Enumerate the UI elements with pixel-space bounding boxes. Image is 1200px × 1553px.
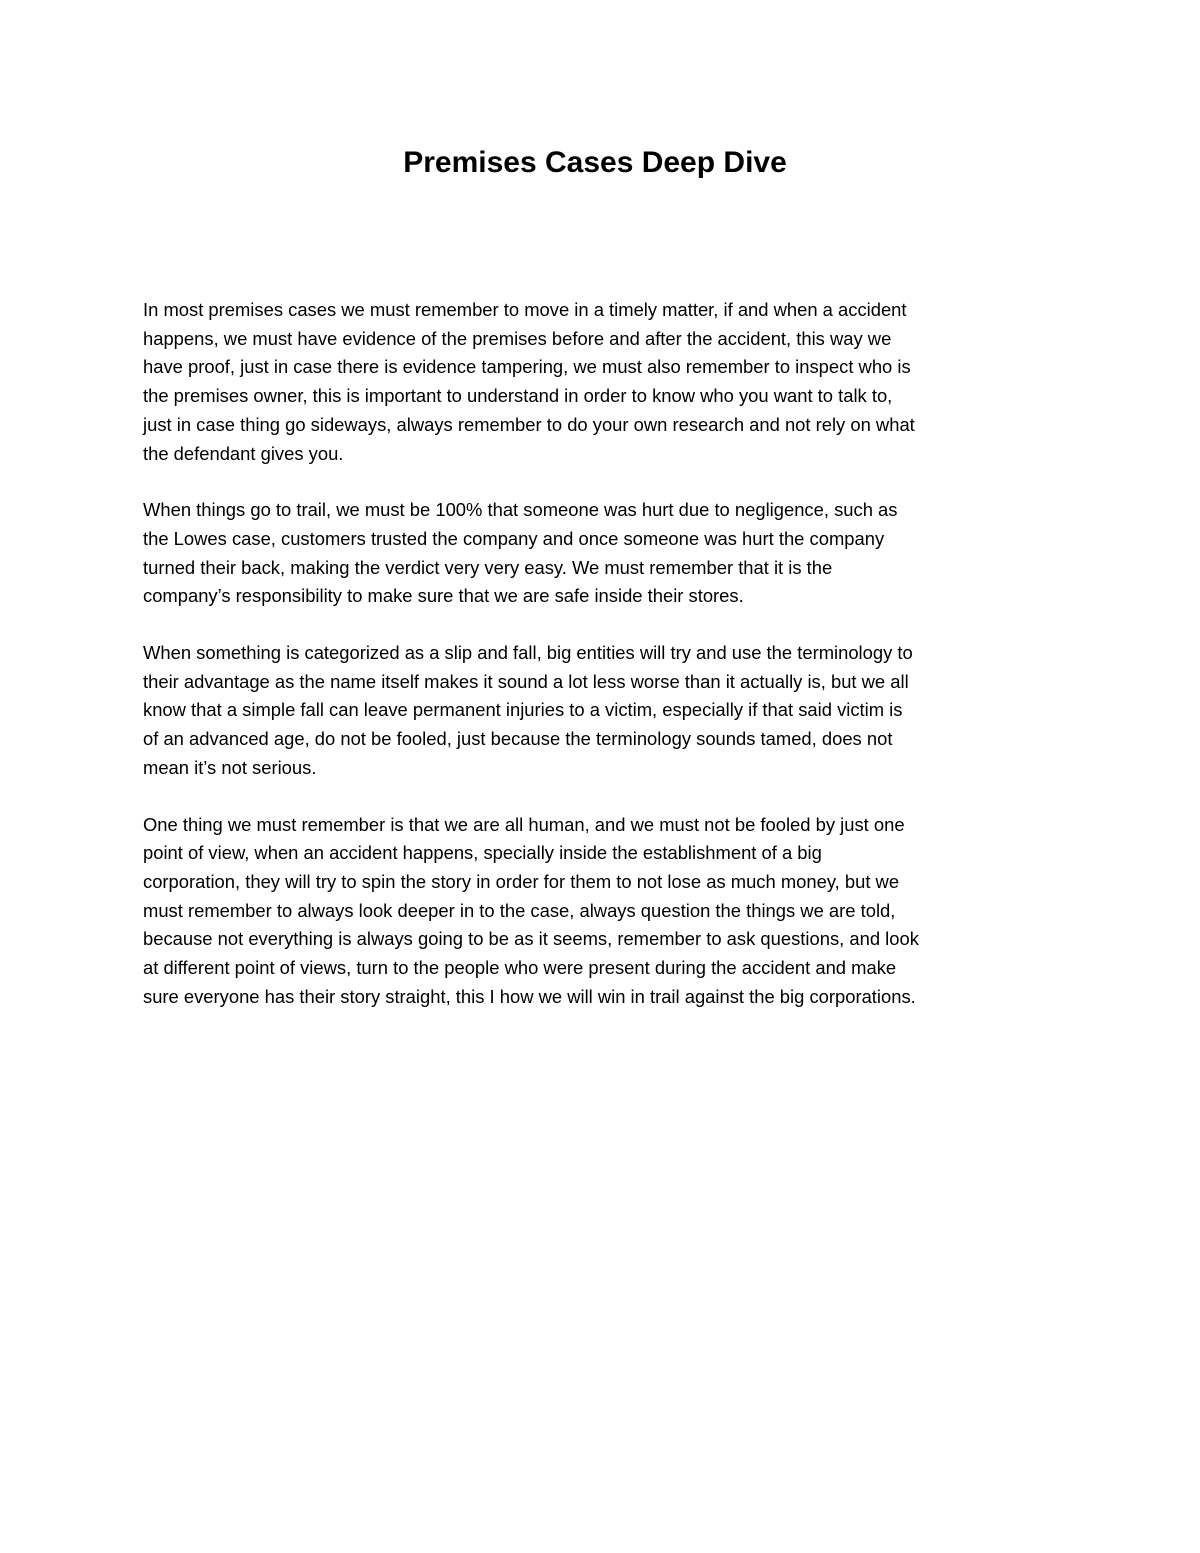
paragraph-line: turned their back, making the verdict very very easy. We must remember that it is the <box>143 556 833 578</box>
paragraph-line: One thing we must remember is that we are all human, and we must not be fooled by just one <box>143 813 905 835</box>
paragraph-line: corporation, they will try to spin the story in order for them to not lose as much money, but we <box>143 870 900 892</box>
paragraph-1 <box>143 296 1063 468</box>
paragraph-line: happens, we must have evidence of the premises before and after the accident, this way we <box>143 327 892 349</box>
paragraph-line: must remember to always look deeper in to the case, always question the things we are told, <box>143 899 896 921</box>
paragraph-line: of an advanced age, do not be fooled, just because the terminology sounds tamed, does not <box>143 728 893 750</box>
paragraph-line: at different point of views, turn to the people who were present during the accident and make <box>143 957 897 979</box>
paragraph-line: the defendant gives you. <box>143 442 344 464</box>
paragraph-line: the Lowes case, customers trusted the company and once someone was hurt the company <box>143 527 885 549</box>
paragraph-line: sure everyone has their story straight, this I how we will win in trail against the big corporations. <box>143 985 916 1007</box>
paragraph-line: point of view, when an accident happens, specially inside the establishment of a big <box>143 842 822 864</box>
paragraph-line: When things go to trail, we must be 100% that someone was hurt due to negligence, such as <box>143 499 898 521</box>
paragraph-line: When something is categorized as a slip and fall, big entities will try and use the terminology to <box>143 642 913 664</box>
paragraph-3 <box>143 639 1063 783</box>
paragraph-line: have proof, just in case there is evidence tampering, we must also remember to inspect who is <box>143 356 911 378</box>
document-body <box>143 296 1063 1039</box>
paragraph-line: their advantage as the name itself makes it sound a lot less worse than it actually is, but we all <box>143 670 909 692</box>
paragraph-line: company’s responsibility to make sure that we are safe inside their stores. <box>143 585 744 607</box>
paragraph-line: know that a simple fall can leave permanent injuries to a victim, especially if that said victim is <box>143 699 903 721</box>
paragraph-4 <box>143 811 1063 1012</box>
paragraph-line: the premises owner, this is important to understand in order to know who you want to talk to, <box>143 385 893 407</box>
paragraph-line: In most premises cases we must remember to move in a timely matter, if and when a accident <box>143 299 907 320</box>
paragraph-line: just in case thing go sideways, always remember to do your own research and not rely on what <box>143 413 915 435</box>
document-title: Premises Cases Deep Dive <box>403 146 787 179</box>
paragraph-2 <box>143 496 1063 611</box>
paragraph-line: mean it’s not serious. <box>143 756 317 778</box>
paragraph-line: because not everything is always going to be as it seems, remember to ask questions, and look <box>143 928 919 950</box>
